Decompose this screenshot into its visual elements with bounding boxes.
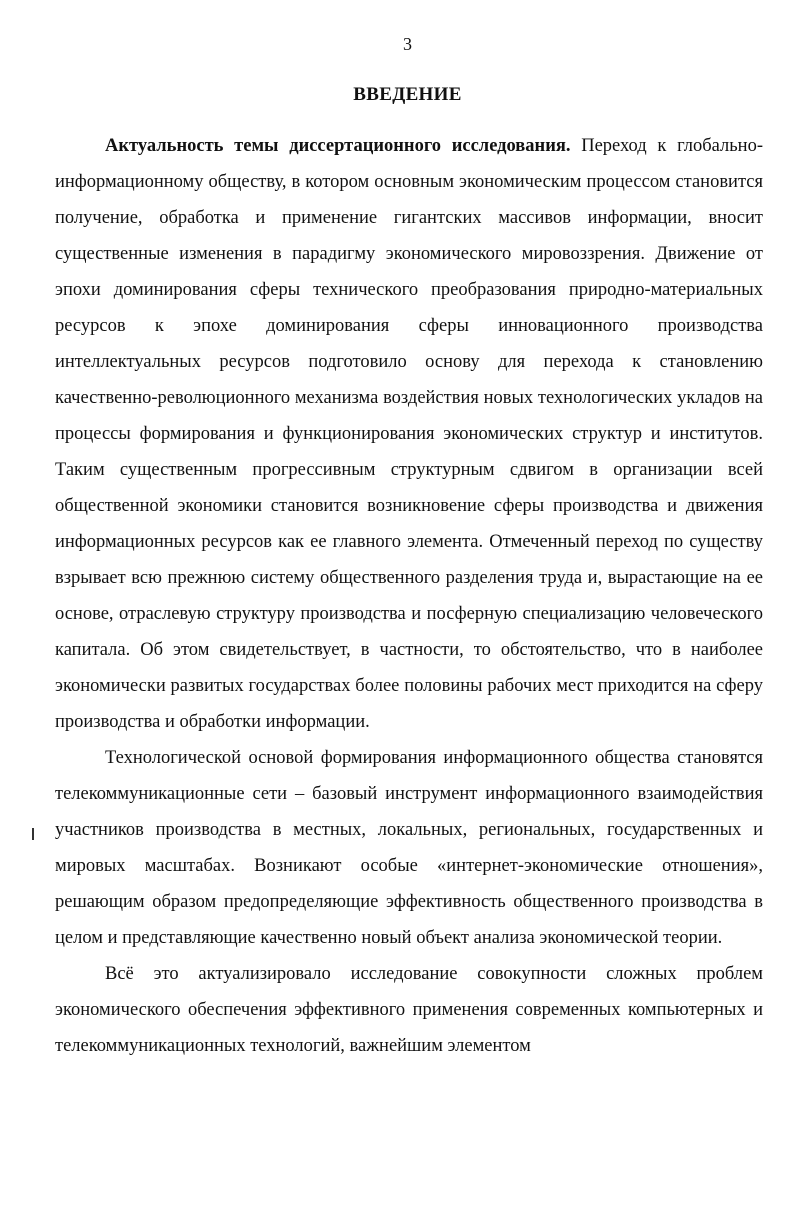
margin-mark (32, 828, 34, 840)
paragraph-2 (55, 740, 763, 956)
paragraph-2-text: Технологической основой формирования информационного общества становятся телекоммуникационные сети – базовый инструмент информационного взаимодействия участников производства в местных, локальных, региональных, государственных и мировых масштабах. Возникают особые «интернет-экономические отношения», решающим образом предопределяющие эффективность общественного производства в целом и представляющие качественно новый объект анализа экономической теории. (55, 748, 763, 948)
paragraph-3-text: Всё это актуализировало исследование совокупности сложных проблем экономического обеспечения эффективного применения современных компьютерных и телекоммуникационных технологий, важнейшим элементом (55, 964, 763, 1056)
page-number: 3 (403, 34, 412, 54)
paragraph-1 (55, 128, 763, 740)
paragraph-1-text: Переход к глобально-информационному обществу, в котором основным экономическим процессом становится получение, обработка и применение гигантских массивов информации, вносит существенные изменения в парадигму экономического мировоззрения. Движение от эпохи доминирования сферы технического преобразования природно-материальных ресурсов к эпохе доминирования сферы инновационного производства интеллектуальных ресурсов подготовило основу для перехода к становлению качественно-революционного механизма воздействия новых технологических укладов на процессы формирования и функционирования экономических структур и институтов. Таким существенным прогрессивным структурным сдвигом в организации всей общественной экономики становится возникновение сферы производства и движения информационных ресурсов как ее главного элемента. Отмеченный переход по существу взрывает всю прежнюю систему общественного разделения труда и, вырастающие на ее основе, отраслевую структуру производства и посферную специализацию человеческого капитала. Об этом свидетельствует, в частности, то обстоятельство, что в наиболее экономически развитых государствах более половины рабочих мест приходится на сферу производства и обработки информации. (55, 136, 763, 732)
paragraph-3 (55, 956, 763, 1064)
paragraph-1-lead: Актуальность темы диссертационного исследования. (105, 136, 571, 156)
body-text (55, 128, 763, 1064)
page-title: ВВЕДЕНИЕ (353, 84, 462, 105)
